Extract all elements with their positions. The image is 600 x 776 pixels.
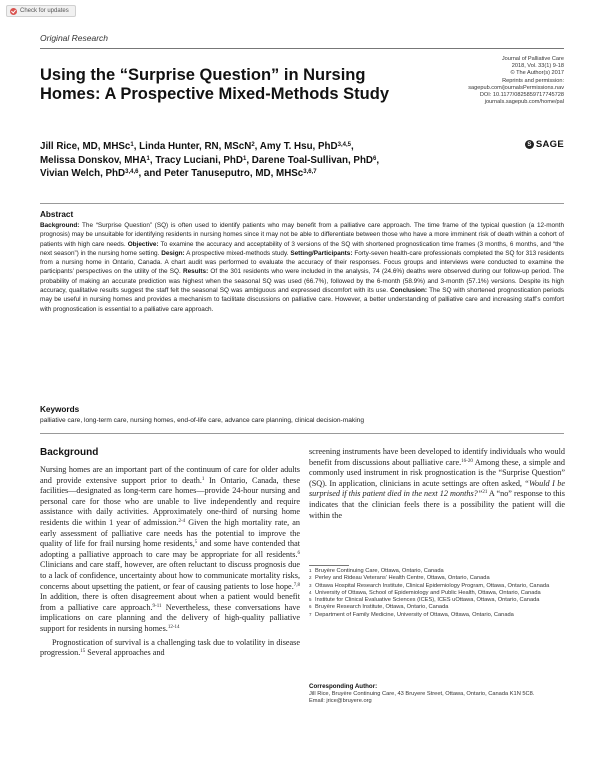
header-divider [40,48,564,49]
abstract-design-label: Design: [161,249,185,257]
check-for-updates-badge[interactable] [6,5,76,17]
corresponding-author-heading: Corresponding Author: [309,683,378,690]
author-affiliation-sup: 3,6,7 [303,169,317,175]
abstract-objective-label: Objective: [127,240,159,248]
author-affiliation-sup: 2 [251,142,255,148]
sage-logo-icon: S [525,140,534,149]
abstract-results: Of the 301 residents who were included in the analysis, 74 (24.6%) deaths were observed during our follow-up period. The probability of making an accurate prediction was highest when the seasonal SQ was used (66.7%), followed by the 6-month (58.9%) and 3-month (57.1%) versions. Despite its high accuracy, qualitative results suggest the staff felt the seasonal SQ was ambiguous and expressed discomfort with its use. [40,268,564,295]
author-name: Jill Rice, MD, MHSc [40,141,131,152]
footnote-divider [309,565,349,566]
author-name: Vivian Welch, PhD [40,168,126,179]
journal-info-line: Reprints and permission: [502,77,564,84]
abstract-conclusion-label: Conclusion: [390,287,428,295]
author-list: Jill Rice, MD, MHSc$^1$, Linda Hunter, RN, MScN$^2$, Amy T. Hsu, PhD$^{3,4,5}$, Melissa Donskov, MHA$^1$, Tracy Luciani, PhD$^1$, Darene Toal-Sullivan, PhD$^6$, Vivian Welch, PhD$^{3,4,6}$, and Peter Tanuseputro, MD, MHSc$^{3,6,7}$ [40,141,380,179]
publisher-name: SAGE [535,139,564,150]
abstract-divider [40,203,564,204]
keywords-list: palliative care, long-term care, nursing homes, end-of-life care, advance care planning, clinical decision-making [40,417,364,424]
author-name: Darene Toal-Sullivan, PhD [251,154,373,166]
abstract-setting-label: Setting/Participants: [290,249,353,257]
journal-info-line[interactable]: sagepub.com/journalsPermissions.nav [468,84,564,91]
author-affiliation-sup: 1 [242,155,247,162]
affiliations-list [309,568,565,619]
author-affiliation-sup: 1 [146,155,150,162]
abstract-objective: To examine the accuracy and acceptability of 3 versions of the SQ with shortened prognostication time frames (3 months, 6 months, and “the next season”) in the nursing home setting. [40,240,564,257]
author-name: Melissa Donskov, MHA [40,154,147,166]
background-heading: Background [40,447,99,458]
journal-info-line[interactable]: journals.sagepub.com/home/pal [484,99,564,106]
author-name: Peter Tanuseputro, MD, MHSc [164,168,304,179]
citation-ref[interactable]: 21 [482,490,488,496]
abstract-design: A prospective mixed-methods study. [186,249,289,257]
citation-ref[interactable]: 2-4 [178,518,186,524]
journal-info-line: DOI: 10.1177/0825859717745728 [479,92,564,99]
body-paragraph: Prognostication of survival is a challenging task due to volatility in disease progression.$^{15}$ Several approaches and [40,637,300,658]
citation-ref[interactable]: 9-11 [152,603,162,609]
affiliation-item: 7 Department of Family Medicine, University of Ottawa, Ottawa, Ontario, Canada [309,611,514,618]
keywords-heading: Keywords [40,405,80,414]
check-for-updates-label: Check for updates [20,8,69,14]
abstract-heading: Abstract [40,210,74,219]
abstract-background: The “Surprise Question” (SQ) is often used to identify patients who may benefit from a palliative care approach. The time frame of the typical question (a 12-month prognosis) may be unsuitable for identifying residents in nursing homes since it may not be able to differentiate between those who have a more imminent risk of death within a cohort of patients with high care needs. [40,222,564,248]
citation-ref[interactable]: 1 [201,476,205,482]
corresponding-author-details [309,691,565,706]
abstract-conclusion: The SQ with shortened prognostication periods may be useful in nursing homes and provides a mechanism to facilitate discussions on palliative care. However, a better understanding of palliative care and increasing staff’s comfort with prognostication is essential to a palliative care approach. [40,287,565,313]
citation-ref[interactable]: 6 [297,550,300,556]
author-affiliation-sup: 3,4,5 [337,142,351,148]
author-name: Tracy Luciani, PhD [155,154,243,166]
affiliation-item: 5 Institute for Clinical Evaluative Sciences (ICES), ICES uOttawa, Ottawa, Ontario, Canada [309,597,540,604]
citation-ref[interactable]: 7,8 [293,582,300,588]
surprise-question-quote: “Would I be surprised if this patient died in the next 12 months?” [309,478,565,499]
abstract-body [40,221,564,314]
check-updates-icon [10,8,17,15]
body-left-column [40,465,300,659]
author-affiliation-sup: 3,4,6 [125,169,139,175]
article-title: Using the “Surprise Question” in Nursing Homes: A Prospective Mixed-Methods Study [40,66,390,103]
author-name: Amy T. Hsu, PhD [259,141,338,152]
corresponding-author-address: Jill Rice, Bruyère Continuing Care, 43 Bruyere Street, Ottawa, Ontario, Canada K1N 5C8. [309,691,535,697]
abstract-background-label: Background: [40,222,80,229]
section-label: Original Research [40,33,109,43]
citation-ref[interactable]: 15 [80,649,86,655]
affiliation-item: 4 University of Ottawa, School of Epidemiology and Public Health, Ottawa, Ontario, Canada [309,589,541,596]
citation-ref[interactable]: 12-14 [167,624,180,630]
abstract-results-label: Results: [182,268,209,276]
body-right-column: screening instruments have been developed to identify individuals who would benefit from discussions about palliative care.$^{16-20}$ Among these, a simple and commonly used instrument in risk prognostication is the “Surprise Question” (SQ). In application, clinicians in acute settings are often asked, “Would I be surprised if this patient died in the next 12 months?”$^{21}$ A “no” response to this indicates that the clinician feels there is a possibility the patient will die within the [309,447,565,520]
journal-info-line: Journal of Palliative Care [501,56,564,62]
keywords-divider [40,433,564,434]
affiliation-item: 3 Ottawa Hospital Research Institute, Clinical Epidemiology Program, Ottawa, Ontario, Canada [309,582,550,589]
journal-info-line: © The Author(s) 2017 [510,70,564,77]
author-name: Linda Hunter, RN, MScN [139,141,252,152]
journal-info [384,56,564,106]
author-affiliation-sup: 1 [130,142,134,148]
affiliation-item: 2 Perley and Rideau Veterans’ Health Centre, Ottawa, Ontario, Canada [309,575,490,582]
corresponding-author-email[interactable]: Email: jrice@bruyere.org [309,698,372,705]
affiliation-item: 1 Bruyère Continuing Care, Ottawa, Ontario, Canada [309,568,444,574]
body-paragraph: Nursing homes are an important part of the continuum of care for older adults and provide extensive support prior to death.$^1$ In Ontario, Canada, these facilities—designated as long-term care homes—provide 24-hour nursing and personal care for those who are unable to live independently and require assistance with daily activities. Approximately one-third of nursing home residents die within 1 year of admission.$^{2-4}$ Given the high mortality rate, an early assessment of palliative care needs has the potential to improve the quality of life for frail nursing home residents,$^5$ and some have contended that adopting a palliative approach to care may be appropriate for all residents.$^6$ Clinicians and care staff, however, are often reluctant to discuss prognosis due to a lack of confidence, uncertainty about how to communicate mortality risks, concerns about upsetting the patient, or fear of causing patients to lose hope.$^{7,8}$ In addition, there is often disagreement about when a patient would benefit from a palliative care approach.$^{9-11}$ Nevertheless, these conversations have implications on care planning and the delivery of high-quality palliative support for residents in nursing homes.$^{12-14}$ [40,465,301,633]
abstract-setting: Forty-seven health-care professionals completed the SQ for 313 residents from a nursing home in Ontario, Canada. A chart audit was performed to evaluate the accuracy of their responses. Focus groups and interviews were conducted to examine the participants’ perspectives on the utility of the SQ. [40,249,564,276]
publisher-logo [525,139,564,150]
citation-ref[interactable]: 5 [194,540,198,546]
journal-info-line: 2018, Vol. 33(1) 9-18 [511,63,564,70]
author-affiliation-sup: 6 [373,155,377,162]
citation-ref[interactable]: 16-20 [461,458,473,464]
affiliation-item: 6 Bruyère Research Institute, Ottawa, Ontario, Canada [309,604,449,611]
